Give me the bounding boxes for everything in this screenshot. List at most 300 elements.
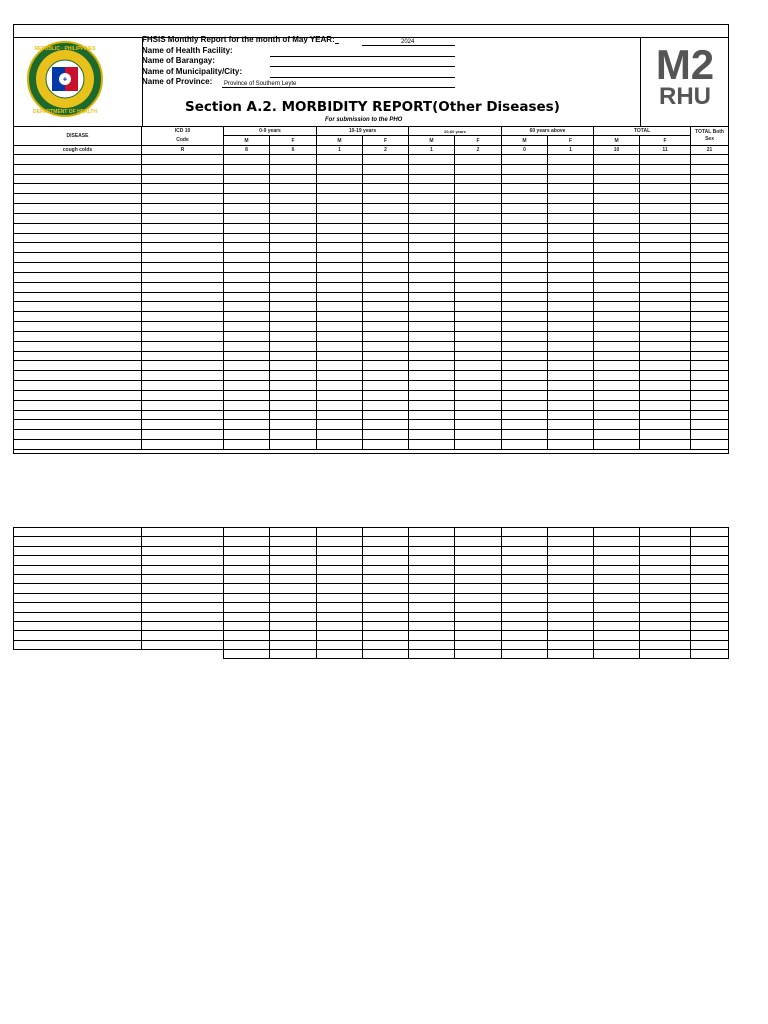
empty-cell	[317, 603, 363, 612]
count-cell: 8	[224, 146, 270, 155]
sex-header: F	[270, 136, 317, 146]
empty-cell	[14, 574, 142, 583]
empty-cell	[594, 371, 640, 381]
empty-cell	[363, 341, 409, 351]
sex-header: F	[455, 136, 502, 146]
empty-cell	[691, 556, 729, 565]
empty-table-row	[14, 351, 729, 361]
empty-cell	[502, 650, 548, 659]
empty-cell	[548, 603, 594, 612]
empty-cell	[142, 322, 224, 332]
empty-cell	[594, 640, 640, 649]
empty-cell	[270, 223, 317, 233]
empty-cell	[270, 233, 317, 243]
empty-cell	[548, 440, 594, 450]
empty-table-row	[14, 282, 729, 292]
empty-cell	[14, 174, 142, 184]
empty-cell	[409, 537, 455, 546]
empty-cell	[363, 420, 409, 430]
group-header: 20-60 years	[409, 127, 502, 136]
count-cell: 2	[455, 146, 502, 155]
empty-cell	[14, 390, 142, 400]
empty-cell	[224, 292, 270, 302]
empty-cell	[363, 621, 409, 630]
empty-cell	[142, 640, 224, 649]
barangay-label: Name of Barangay:	[142, 56, 215, 65]
empty-cell	[317, 593, 363, 602]
empty-cell	[224, 381, 270, 391]
form-code: M2	[655, 41, 715, 88]
group-header: TOTAL	[594, 127, 691, 136]
empty-cell	[691, 640, 729, 649]
empty-cell	[317, 631, 363, 640]
empty-cell	[317, 430, 363, 440]
province-value: Province of Southern Leyte	[224, 81, 297, 87]
empty-cell	[691, 621, 729, 630]
empty-cell	[548, 565, 594, 574]
empty-cell	[224, 612, 270, 621]
empty-cell	[594, 223, 640, 233]
empty-cell	[224, 174, 270, 184]
empty-cell	[594, 322, 640, 332]
empty-cell	[224, 331, 270, 341]
empty-cell	[502, 233, 548, 243]
empty-cell	[502, 243, 548, 253]
empty-table-row	[14, 371, 729, 381]
empty-cell	[224, 263, 270, 273]
empty-cell	[317, 650, 363, 659]
empty-cell	[317, 371, 363, 381]
empty-cell	[317, 565, 363, 574]
empty-cell	[502, 565, 548, 574]
empty-cell	[691, 650, 729, 659]
empty-cell	[548, 331, 594, 341]
group-header: 60 years above	[502, 127, 594, 136]
empty-cell	[224, 603, 270, 612]
empty-cell	[363, 528, 409, 537]
empty-cell	[594, 184, 640, 194]
empty-cell	[640, 584, 691, 593]
empty-cell	[317, 440, 363, 450]
empty-cell	[640, 312, 691, 322]
empty-cell	[594, 430, 640, 440]
empty-cell	[502, 223, 548, 233]
empty-cell	[640, 253, 691, 263]
empty-cell	[691, 155, 729, 165]
empty-cell	[270, 612, 317, 621]
empty-cell	[502, 537, 548, 546]
empty-cell	[363, 184, 409, 194]
empty-table-row	[14, 292, 729, 302]
empty-cell	[363, 312, 409, 322]
empty-cell	[317, 322, 363, 332]
empty-cell	[691, 233, 729, 243]
empty-cell	[270, 302, 317, 312]
empty-table-row	[14, 593, 729, 602]
empty-cell	[270, 194, 317, 204]
empty-cell	[455, 631, 502, 640]
empty-cell	[317, 194, 363, 204]
empty-cell	[455, 621, 502, 630]
empty-cell	[14, 371, 142, 381]
empty-cell	[270, 322, 317, 332]
empty-cell	[502, 440, 548, 450]
empty-cell	[270, 565, 317, 574]
empty-cell	[691, 371, 729, 381]
empty-cell	[691, 194, 729, 204]
empty-cell	[270, 528, 317, 537]
empty-cell	[640, 174, 691, 184]
empty-cell	[691, 351, 729, 361]
empty-cell	[455, 381, 502, 391]
empty-table-row	[14, 556, 729, 565]
empty-table-row	[14, 612, 729, 621]
empty-cell	[548, 621, 594, 630]
empty-cell	[14, 528, 142, 537]
empty-cell	[317, 184, 363, 194]
empty-cell	[270, 640, 317, 649]
empty-cell	[14, 302, 142, 312]
empty-table-row	[14, 322, 729, 332]
sex-header: F	[548, 136, 594, 146]
count-cell: 6	[270, 146, 317, 155]
empty-cell	[409, 556, 455, 565]
empty-cell	[502, 312, 548, 322]
empty-cell	[409, 593, 455, 602]
empty-cell	[409, 574, 455, 583]
empty-cell	[640, 593, 691, 602]
empty-cell	[14, 322, 142, 332]
empty-table-row	[14, 574, 729, 583]
empty-table-row	[14, 546, 729, 555]
empty-cell	[142, 556, 224, 565]
empty-cell	[270, 381, 317, 391]
empty-cell	[224, 410, 270, 420]
empty-cell	[363, 155, 409, 165]
empty-cell	[317, 272, 363, 282]
empty-cell	[640, 546, 691, 555]
empty-cell	[142, 233, 224, 243]
empty-cell	[317, 574, 363, 583]
empty-table-row	[14, 272, 729, 282]
empty-cell	[363, 546, 409, 555]
empty-cell	[502, 410, 548, 420]
empty-cell	[594, 650, 640, 659]
empty-cell	[502, 603, 548, 612]
count-cell: 1	[409, 146, 455, 155]
empty-cell	[363, 351, 409, 361]
empty-cell	[317, 292, 363, 302]
empty-cell	[455, 400, 502, 410]
empty-cell	[640, 565, 691, 574]
empty-cell	[455, 174, 502, 184]
empty-cell	[224, 322, 270, 332]
empty-cell	[224, 650, 270, 659]
empty-cell	[14, 253, 142, 263]
empty-cell	[691, 331, 729, 341]
empty-cell	[142, 243, 224, 253]
empty-cell	[640, 400, 691, 410]
empty-table-row	[14, 302, 729, 312]
empty-cell	[548, 233, 594, 243]
empty-cell	[317, 312, 363, 322]
empty-cell	[502, 381, 548, 391]
empty-cell	[594, 612, 640, 621]
empty-cell	[317, 155, 363, 165]
empty-cell	[409, 640, 455, 649]
empty-cell	[224, 253, 270, 263]
empty-cell	[14, 272, 142, 282]
empty-cell	[409, 528, 455, 537]
empty-cell	[691, 243, 729, 253]
empty-cell	[691, 263, 729, 273]
empty-cell	[270, 410, 317, 420]
empty-cell	[142, 223, 224, 233]
empty-cell	[691, 292, 729, 302]
report-month-label: FHSIS Monthly Report for the month of May YEAR:	[142, 35, 335, 44]
empty-cell	[14, 223, 142, 233]
empty-cell	[142, 631, 224, 640]
empty-cell	[548, 322, 594, 332]
empty-cell	[548, 420, 594, 430]
empty-cell	[502, 420, 548, 430]
svg-text:DEPARTMENT OF HEALTH: DEPARTMENT OF HEALTH	[33, 109, 97, 115]
empty-table-row	[14, 223, 729, 233]
empty-cell	[548, 253, 594, 263]
empty-cell	[455, 312, 502, 322]
empty-cell	[640, 556, 691, 565]
empty-cell	[317, 546, 363, 555]
empty-cell	[594, 272, 640, 282]
empty-cell	[691, 204, 729, 214]
count-cell: 1	[317, 146, 363, 155]
sex-header: M	[409, 136, 455, 146]
empty-cell	[548, 612, 594, 621]
empty-cell	[640, 331, 691, 341]
empty-cell	[317, 174, 363, 184]
empty-cell	[640, 371, 691, 381]
empty-cell	[594, 631, 640, 640]
empty-cell	[640, 537, 691, 546]
empty-cell	[640, 440, 691, 450]
empty-cell	[594, 292, 640, 302]
empty-cell	[224, 155, 270, 165]
empty-cell	[594, 331, 640, 341]
empty-cell	[363, 400, 409, 410]
empty-cell	[640, 282, 691, 292]
empty-cell	[14, 351, 142, 361]
empty-cell	[502, 292, 548, 302]
empty-cell	[691, 253, 729, 263]
empty-cell	[502, 631, 548, 640]
report-title: Section A.2. MORBIDITY REPORT(Other Diseases)	[185, 99, 560, 115]
empty-cell	[640, 272, 691, 282]
empty-cell	[502, 361, 548, 371]
empty-cell	[14, 603, 142, 612]
empty-cell	[502, 351, 548, 361]
empty-cell	[502, 282, 548, 292]
empty-cell	[640, 603, 691, 612]
empty-cell	[142, 361, 224, 371]
empty-cell	[502, 556, 548, 565]
empty-cell	[594, 556, 640, 565]
empty-table-row	[14, 341, 729, 351]
empty-cell	[363, 282, 409, 292]
empty-table-row	[14, 430, 729, 440]
empty-table-row	[14, 410, 729, 420]
empty-cell	[455, 371, 502, 381]
empty-cell	[409, 341, 455, 351]
empty-cell	[142, 253, 224, 263]
empty-cell	[224, 243, 270, 253]
empty-cell	[270, 593, 317, 602]
empty-cell	[363, 292, 409, 302]
empty-cell	[270, 603, 317, 612]
empty-cell	[142, 341, 224, 351]
empty-cell	[548, 593, 594, 602]
empty-table-row	[14, 390, 729, 400]
empty-cell	[640, 420, 691, 430]
empty-cell	[455, 556, 502, 565]
empty-cell	[409, 565, 455, 574]
empty-cell	[363, 631, 409, 640]
empty-cell	[455, 420, 502, 430]
sex-header: M	[502, 136, 548, 146]
empty-cell	[502, 528, 548, 537]
empty-cell	[502, 612, 548, 621]
empty-table-row	[14, 381, 729, 391]
empty-cell	[409, 603, 455, 612]
empty-cell	[363, 322, 409, 332]
empty-table-row	[14, 213, 729, 223]
empty-table-row	[14, 243, 729, 253]
empty-cell	[363, 213, 409, 223]
empty-cell	[594, 213, 640, 223]
empty-cell	[594, 194, 640, 204]
empty-cell	[502, 174, 548, 184]
empty-cell	[142, 430, 224, 440]
empty-cell	[142, 381, 224, 391]
empty-cell	[548, 381, 594, 391]
empty-cell	[317, 204, 363, 214]
empty-cell	[640, 322, 691, 332]
empty-cell	[548, 282, 594, 292]
empty-cell	[142, 537, 224, 546]
empty-cell	[317, 331, 363, 341]
empty-cell	[224, 233, 270, 243]
empty-cell	[142, 371, 224, 381]
empty-cell	[14, 650, 142, 659]
code-header: Code	[142, 136, 224, 146]
empty-cell	[640, 430, 691, 440]
empty-cell	[14, 184, 142, 194]
empty-cell	[502, 194, 548, 204]
count-cell: 1	[548, 146, 594, 155]
empty-cell	[14, 243, 142, 253]
empty-cell	[502, 341, 548, 351]
empty-cell	[548, 155, 594, 165]
empty-cell	[548, 223, 594, 233]
empty-cell	[691, 213, 729, 223]
empty-cell	[594, 381, 640, 391]
empty-cell	[548, 243, 594, 253]
empty-cell	[224, 565, 270, 574]
empty-cell	[594, 351, 640, 361]
empty-cell	[142, 272, 224, 282]
empty-cell	[691, 420, 729, 430]
empty-cell	[548, 312, 594, 322]
empty-cell	[224, 640, 270, 649]
empty-cell	[142, 302, 224, 312]
empty-cell	[640, 612, 691, 621]
empty-cell	[14, 584, 142, 593]
empty-cell	[409, 584, 455, 593]
empty-cell	[640, 631, 691, 640]
empty-cell	[455, 584, 502, 593]
report-subtitle: For submission to the PHO	[325, 117, 403, 123]
empty-cell	[455, 184, 502, 194]
empty-cell	[363, 302, 409, 312]
empty-cell	[270, 390, 317, 400]
empty-cell	[363, 204, 409, 214]
empty-cell	[455, 233, 502, 243]
empty-cell	[142, 612, 224, 621]
empty-cell	[14, 233, 142, 243]
empty-cell	[142, 184, 224, 194]
empty-cell	[455, 272, 502, 282]
empty-cell	[548, 556, 594, 565]
empty-cell	[14, 400, 142, 410]
empty-cell	[455, 155, 502, 165]
empty-cell	[14, 361, 142, 371]
empty-cell	[270, 331, 317, 341]
doh-seal-logo	[14, 37, 142, 127]
empty-cell	[224, 556, 270, 565]
empty-cell	[142, 410, 224, 420]
empty-cell	[594, 302, 640, 312]
empty-cell	[409, 631, 455, 640]
empty-cell	[142, 621, 224, 630]
empty-cell	[409, 351, 455, 361]
empty-cell	[691, 574, 729, 583]
empty-cell	[270, 650, 317, 659]
empty-cell	[14, 420, 142, 430]
disease-header: DISEASE	[14, 127, 142, 146]
empty-cell	[691, 400, 729, 410]
empty-cell	[409, 164, 455, 174]
empty-cell	[224, 440, 270, 450]
empty-cell	[594, 164, 640, 174]
empty-cell	[363, 371, 409, 381]
empty-cell	[455, 351, 502, 361]
empty-cell	[142, 213, 224, 223]
empty-cell	[363, 263, 409, 273]
count-cell: 11	[640, 146, 691, 155]
empty-cell	[548, 351, 594, 361]
empty-cell	[594, 282, 640, 292]
empty-cell	[691, 282, 729, 292]
empty-cell	[142, 584, 224, 593]
empty-table-row	[14, 184, 729, 194]
empty-cell	[317, 341, 363, 351]
empty-cell	[317, 390, 363, 400]
empty-cell	[409, 546, 455, 555]
empty-cell	[594, 537, 640, 546]
empty-cell	[317, 164, 363, 174]
empty-cell	[640, 351, 691, 361]
empty-cell	[640, 381, 691, 391]
empty-cell	[594, 390, 640, 400]
